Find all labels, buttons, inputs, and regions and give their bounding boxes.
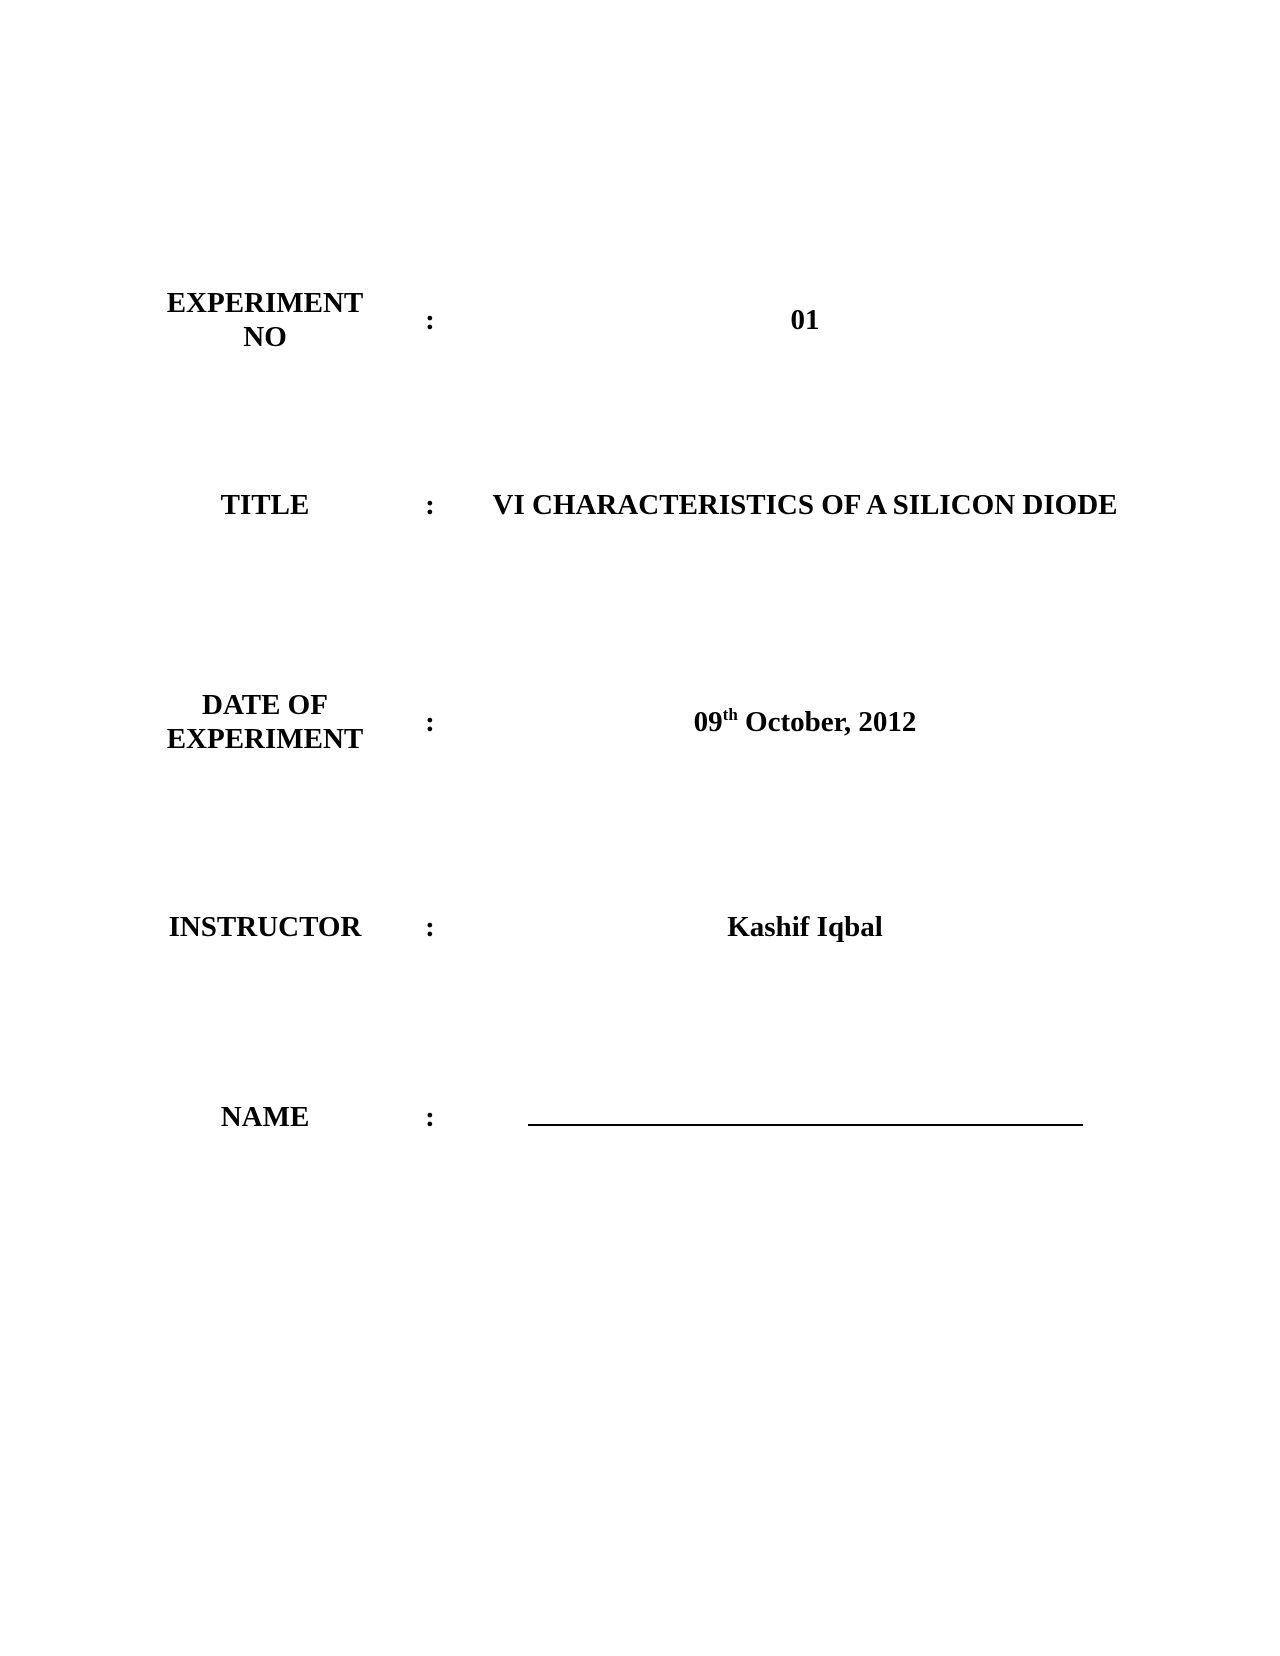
instructor-value: Kashif Iqbal: [727, 911, 883, 943]
experiment-number-row: [140, 286, 1140, 354]
experiment-number-value: 01: [790, 304, 820, 336]
instructor-colon: :: [425, 911, 435, 943]
experiment-number-colon: :: [425, 304, 435, 336]
instructor-row: [140, 910, 1140, 944]
title-label: TITLE: [220, 489, 310, 521]
date-of-experiment-row: [140, 688, 1140, 756]
title-row: [140, 488, 1140, 522]
date-colon: :: [425, 706, 435, 738]
name-blank-line: [528, 1102, 1083, 1126]
date-day: 09: [693, 706, 723, 738]
instructor-label: INSTRUCTOR: [168, 911, 362, 943]
date-label-line1: DATE OF: [202, 689, 328, 721]
date-month-year: October, 2012: [737, 706, 917, 738]
title-value: VI CHARACTERISTICS OF A SILICON DIODE: [492, 489, 1118, 521]
experiment-number-label-line2: NO: [243, 321, 287, 353]
date-value: [470, 705, 1140, 739]
experiment-number-label: [140, 286, 390, 354]
title-colon: :: [425, 489, 435, 521]
experiment-number-label-line1: EXPERIMENT: [166, 287, 364, 319]
date-label-line2: EXPERIMENT: [166, 723, 364, 755]
name-colon: :: [425, 1101, 435, 1133]
name-row: [140, 1100, 1140, 1134]
name-label: NAME: [220, 1101, 310, 1133]
date-of-experiment-label: [140, 688, 390, 756]
name-field: [470, 1100, 1140, 1134]
date-day-suffix: th: [722, 705, 738, 724]
